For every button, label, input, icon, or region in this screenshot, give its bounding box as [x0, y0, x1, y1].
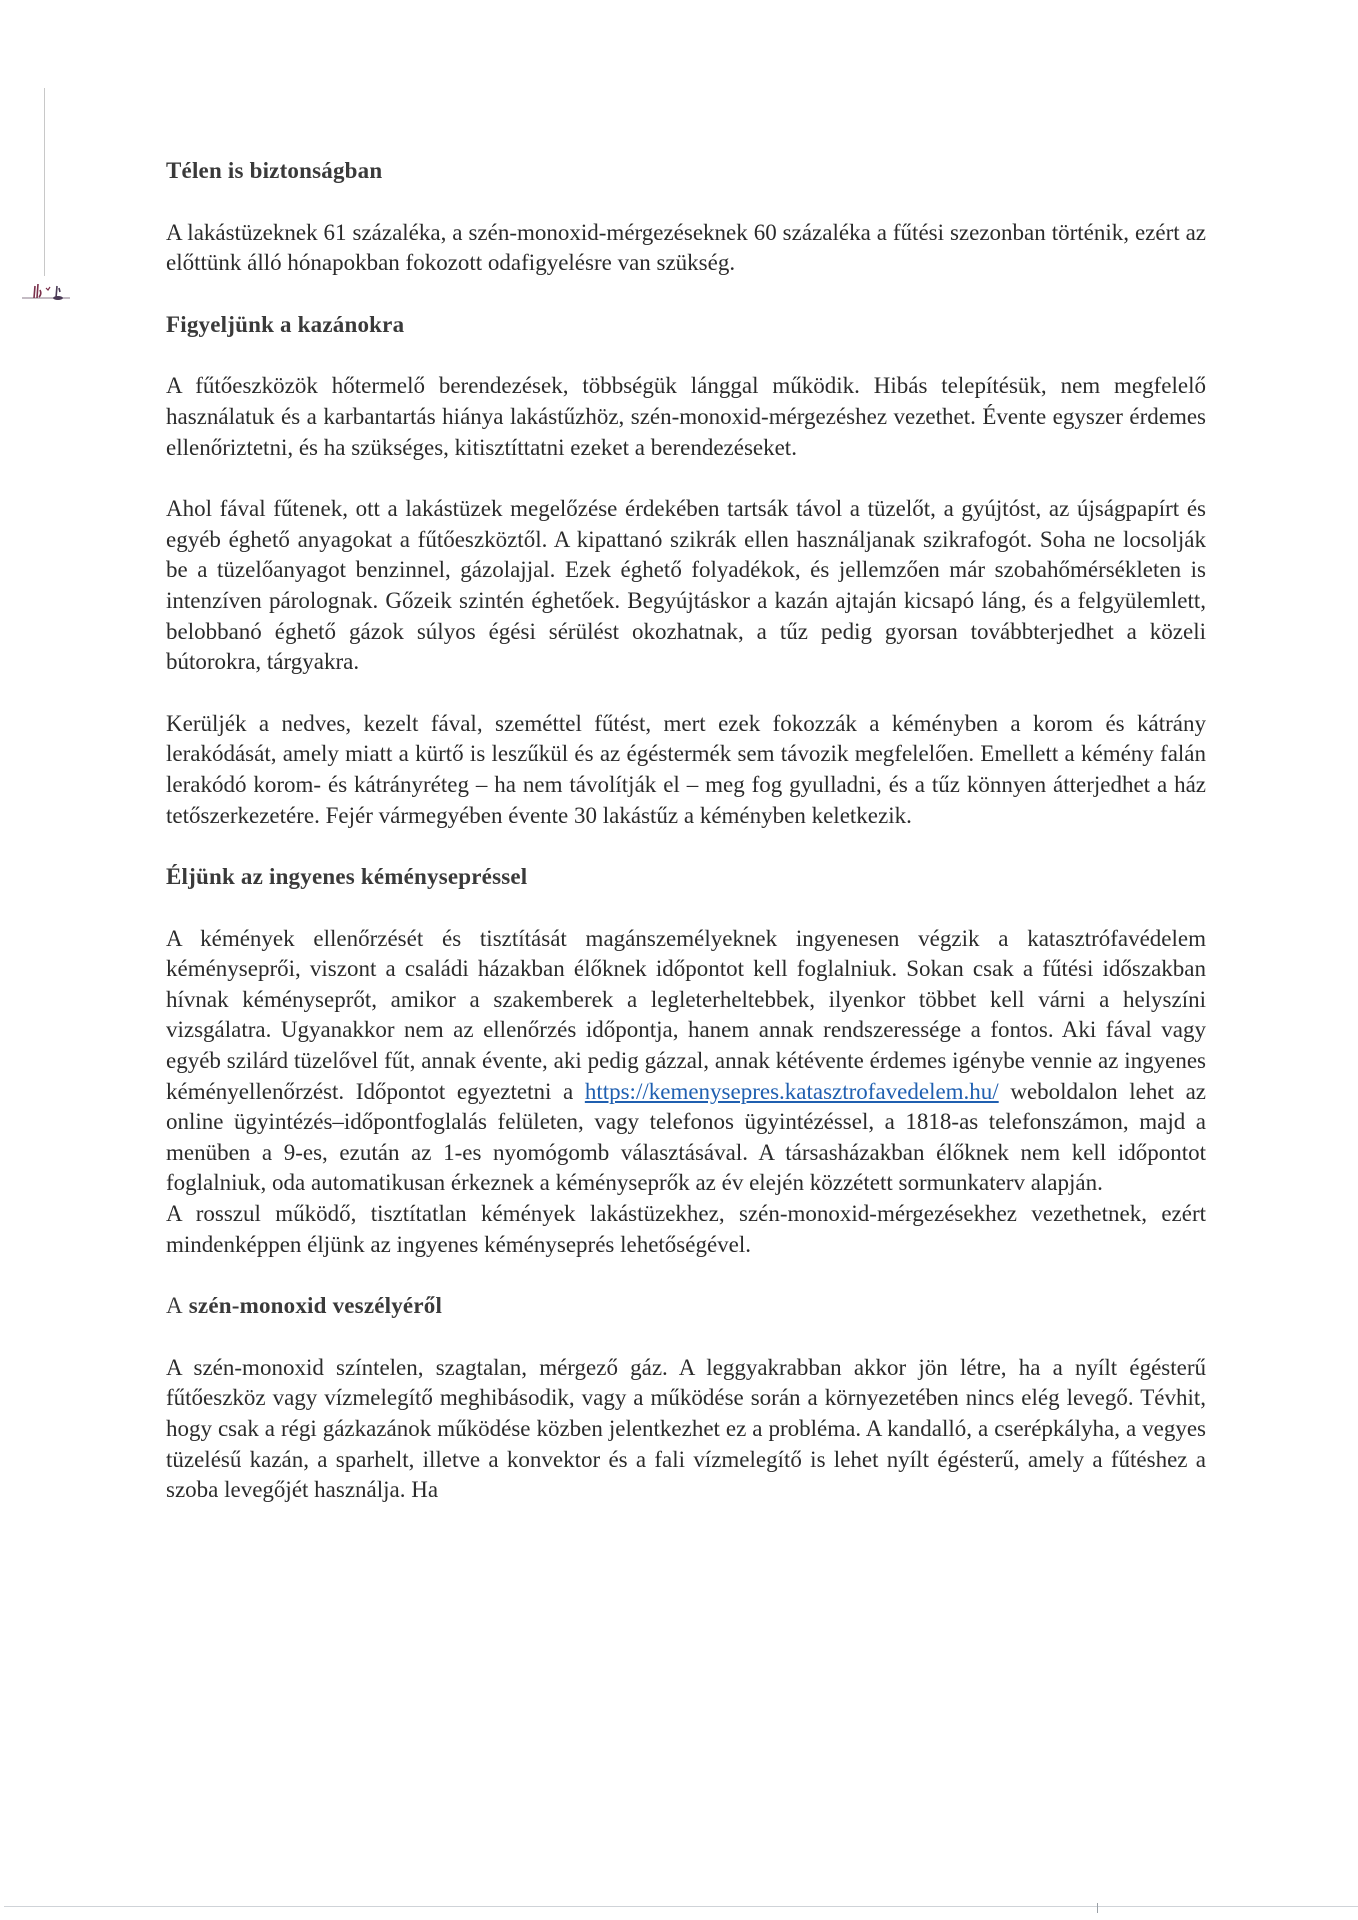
heading-text: szén-monoxid veszélyéről	[188, 1293, 443, 1319]
section-heading: Figyeljünk a kazánokra	[166, 311, 405, 337]
paragraph-text: weboldalon lehet az online ügyintézés–időpontfoglalás felületen, vagy telefonos ügyintézéssel, a 1818-as telefonszámon, majd a menüben a 9-es, ezután az 1-es nyomógomb választásával. A társasházakban élőknek nem kell időpontot foglalniuk, oda automatikusan érkeznek a kéményseprők az év elején közzétett sormunkaterv alapján.	[166, 1078, 1206, 1196]
scan-bottom-edge	[4, 1906, 1358, 1907]
paragraph: A rosszul működő, tisztítatlan kémények lakástüzekhez, szén-monoxid-mérgezésekhez vezethetnek, ezért mindenképpen éljünk az ingyenes kéményseprés lehetőségével.	[166, 1201, 1206, 1257]
section-heading: Télen is biztonságban	[166, 158, 383, 183]
paragraph: Ahol fával fűtenek, ott a lakástüzek megelőzése érdekében tartsák távol a tüzelőt, a gyújtóst, az újságpapírt és egyéb éghető anyagokat a fűtőeszköztől. A kipattanó szikrák ellen használjanak szikrafogót. Soha ne locsolják be a tüzelőanyagot benzinnel, gázolajjal. Ezek éghető folyadékok, és jellemzően már szobahőmérsékleten is intenzíven párolognak. Gőzeik szintén éghetőek. Begyújtáskor a kazán ajtaján kicsapó láng, és a felgyülemlett, belobbanó éghető gázok súlyos égési sérülést okozhatnak, a tűz pedig gyorsan továbbterjedhet a közeli bútorokra, tárgyakra.	[166, 496, 1206, 675]
paragraph-with-link	[166, 924, 1206, 1199]
kemenysepres-website-link[interactable]: https://kemenysepres.katasztrofavedelem.hu/	[584, 1078, 999, 1104]
scan-stamp-mark-icon	[20, 280, 74, 302]
paragraph: Kerüljék a nedves, kezelt fával, szeméttel fűtést, mert ezek fokozzák a kéményben a korom és kátrány lerakódását, amely miatt a kürtő is leszűkül és az égéstermék sem távozik megfelelően. Emellett a kémény falán lerakódó korom- és kátrányréteg – ha nem távolítják el – meg fog gyulladni, és a tűz könnyen átterjedhet a ház tetőszerkezetére. Fejér vármegyében évente 30 lakástűz a kéményben keletkezik.	[166, 710, 1206, 828]
section-heading: Éljünk az ingyenes kéménysepréssel	[166, 864, 528, 890]
paragraph-text: A kémények ellenőrzését és tisztítását magánszemélyeknek ingyenesen végzik a katasztrófavédelem kéményseprői, viszont a családi házakban élőknek időpontot kell foglalniuk. Sokan csak a fűtési időszakban hívnak kéményseprőt, amikor a szakemberek a legleterheltebbek, ilyenkor többet kell várni a helyszíni vizsgálatra. Ugyanakkor nem az ellenőrzés időpontja, hanem annak rendszeressége a fontos. Aki fával vagy egyéb szilárd tüzelővel fűt, annak évente, aki pedig gázzal, annak kétévente érdemes igénybe vennie az ingyenes kéményellenőrzést. Időpontot egyeztetni a	[166, 925, 1206, 1104]
scan-edge-tick	[1097, 1903, 1098, 1913]
binding-margin-line	[44, 88, 45, 276]
paragraph: A fűtőeszközök hőtermelő berendezések, többségük lánggal működik. Hibás telepítésük, nem megfelelő használatuk és a karbantartás hiánya lakástűzhöz, szén-monoxid-mérgezéshez vezethet. Évente egyszer érdemes ellenőriztetni, és ha szükséges, kitisztíttatni ezeket a berendezéseket.	[166, 373, 1206, 460]
section-heading	[166, 1291, 1206, 1322]
paragraph: A szén-monoxid színtelen, szagtalan, mérgező gáz. A leggyakrabban akkor jön létre, ha a nyílt égésterű fűtőeszköz vagy vízmelegítő meghibásodik, vagy a működése során a környezetében nincs elég levegő. Tévhit, hogy csak a régi gázkazánok működése közben jelentkezhet ez a probléma. A kandalló, a cserépkályha, a vegyes tüzelésű kazán, a sparhelt, illetve a konvektor és a fali vízmelegítő is lehet nyílt égésterű, amely a fűtéshez a szoba levegőjét használja. Ha	[166, 1354, 1206, 1503]
paragraph: A lakástüzeknek 61 százaléka, a szén-monoxid-mérgezéseknek 60 százaléka a fűtési szezonban történik, ezért az előttünk álló hónapokban fokozott odafigyelésre van szükség.	[166, 219, 1206, 276]
heading-prefix: A	[166, 1293, 183, 1319]
document-body	[166, 156, 1206, 1506]
